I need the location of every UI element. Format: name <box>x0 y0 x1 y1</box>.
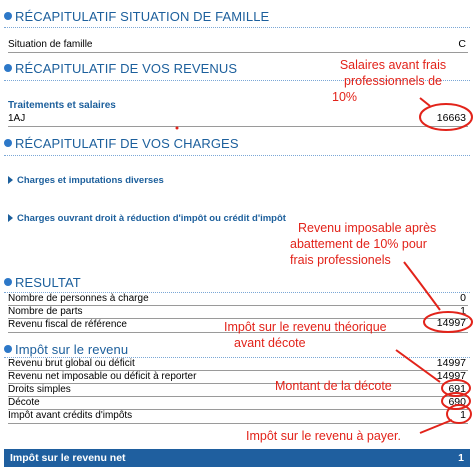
section-title-text: Impôt sur le revenu <box>15 342 129 357</box>
charges-link-imputations[interactable] <box>8 175 164 186</box>
link-label: Charges ouvrant droit à réduction d'impôt ou crédit d'impôt <box>17 213 286 224</box>
impot-net-label: Impôt sur le revenu net <box>10 452 126 464</box>
revenu-line-value: 16663 <box>436 112 466 124</box>
resultat-row-value: 14997 <box>436 317 466 329</box>
impot-row-value: 691 <box>448 383 466 395</box>
impot-net-value: 1 <box>458 452 464 464</box>
resultat-row-value: 0 <box>460 292 466 304</box>
arrow-line <box>404 262 440 310</box>
resultat-row-label: Nombre de personnes à charge <box>8 293 149 304</box>
section-title-famille <box>4 9 269 24</box>
annotation-line: 10% <box>332 90 358 104</box>
section-bullet-icon <box>4 64 12 72</box>
section-title-text: RESULTAT <box>15 275 81 290</box>
impot-row-label: Impôt avant crédits d'impôts <box>8 410 133 421</box>
resultat-row-value: 1 <box>460 305 466 317</box>
arrow-line <box>420 420 452 433</box>
annotation-salaires <box>318 57 468 105</box>
impot-row-label: Revenu brut global ou déficit <box>8 358 135 369</box>
section-bullet-icon <box>4 345 12 353</box>
situation-value: C <box>458 38 466 50</box>
annotation-line: Revenu imposable après <box>298 221 437 235</box>
annotation-impot-theorique <box>224 319 424 351</box>
impot-net-bar <box>4 449 470 467</box>
section-title-impot <box>4 342 128 357</box>
section-bullet-icon <box>4 278 12 286</box>
link-label: Charges et imputations diverses <box>17 175 164 186</box>
row-divider <box>8 383 468 384</box>
section-title-text: RÉCAPITULATIF DE VOS REVENUS <box>15 61 238 76</box>
row-divider <box>8 126 468 127</box>
section-bullet-icon <box>4 139 12 147</box>
resultat-row-label: Nombre de parts <box>8 306 83 317</box>
arrow-line <box>396 350 440 382</box>
row-divider <box>8 396 468 397</box>
annotation-line: abattement de 10% pour <box>290 237 427 251</box>
impot-row-value: 690 <box>448 396 466 408</box>
section-title-charges <box>4 136 239 151</box>
section-title-text: RÉCAPITULATIF SITUATION DE FAMILLE <box>15 9 270 24</box>
resultat-row-label: Revenu fiscal de référence <box>8 319 127 330</box>
annotation-line: Impôt sur le revenu théorique <box>224 320 387 334</box>
impot-row-label: Droits simples <box>8 384 71 395</box>
impot-row-value: 14997 <box>436 370 466 382</box>
annotation-line: professionnels de <box>344 74 442 88</box>
situation-label: Situation de famille <box>8 39 93 50</box>
section-title-revenus <box>4 61 237 76</box>
charges-link-reduction[interactable] <box>8 213 286 224</box>
annotation-a-payer: Impôt sur le revenu à payer. <box>246 429 401 443</box>
revenus-subheading: Traitements et salaires <box>8 100 116 111</box>
section-title-text: RÉCAPITULATIF DE VOS CHARGES <box>15 136 239 151</box>
impot-row-value: 14997 <box>436 357 466 369</box>
annotation-decote: Montant de la décote <box>275 379 392 393</box>
impot-row-value: 1 <box>460 409 466 421</box>
divider <box>4 155 470 156</box>
chevron-right-icon <box>8 214 13 222</box>
impot-row-label: Décote <box>8 397 40 408</box>
divider <box>4 27 470 28</box>
chevron-right-icon <box>8 176 13 184</box>
section-title-resultat <box>4 275 81 290</box>
annotation-line: avant décote <box>234 336 306 350</box>
annotation-revenu-imposable <box>290 220 474 268</box>
row-divider <box>8 52 468 53</box>
row-divider <box>8 423 468 424</box>
revenu-line-label: 1AJ <box>8 113 26 124</box>
impot-row-label: Revenu net imposable ou déficit à reporter <box>8 371 197 382</box>
annotation-line: Salaires avant frais <box>339 58 447 72</box>
section-bullet-icon <box>4 12 12 20</box>
annotation-line: frais professionels <box>290 253 391 267</box>
